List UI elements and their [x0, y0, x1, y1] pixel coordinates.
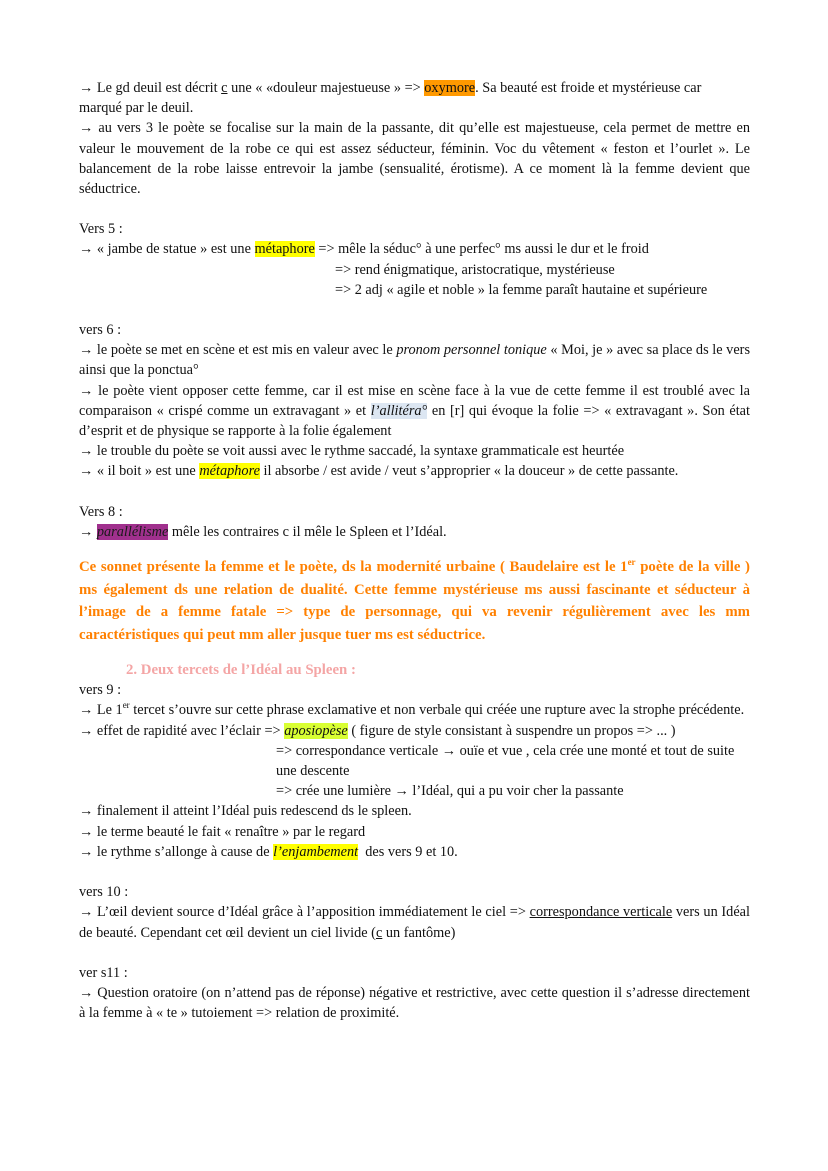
highlight-parallelisme: parallélisme — [96, 523, 169, 540]
underlined-abbrev: c — [375, 924, 383, 941]
text-run: → le rythme s’allonge à cause de — [79, 843, 274, 860]
text-run: « Moi, je » avec sa place ds le vers ainsi que la ponctua° — [79, 342, 751, 379]
text-run: un fantôme) — [382, 924, 456, 941]
text-run: → L’œil devient source d’Idéal grâce à l’apposition immédiatement le ciel => — [79, 904, 530, 921]
section-title: 2. Deux tercets de l’Idéal au Spleen : — [126, 662, 356, 679]
vers5-line3: => 2 adj « agile et noble » la femme paraît hautaine et supérieure — [335, 281, 708, 298]
text-run: tercet s’ouvre sur cette phrase exclamative et non verbale qui créée une rupture avec la strophe précédente. — [129, 702, 745, 719]
text-run: mêle les contraires c il mêle le Spleen et l’Idéal. — [168, 523, 447, 540]
highlight-enjambement: l’enjambement — [273, 843, 359, 860]
highlight-alliteration: l’allitéra° — [370, 402, 428, 419]
vers8-line — [79, 522, 750, 542]
text-run: une « «douleur majestueuse » => — [227, 80, 425, 96]
vers6-point-rythme: → le trouble du poète se voit aussi avec le rythme saccadé, la syntaxe grammaticale est heurtée — [79, 443, 625, 460]
vers10-paragraph — [79, 902, 750, 942]
vers9-point-eclair — [79, 721, 750, 741]
heading-vers8: Vers 8 : — [79, 503, 123, 520]
vers6-point-pronom — [79, 340, 750, 380]
highlight-metaphore: métaphore — [199, 463, 260, 480]
text-run: => correspondance verticale → ouïe et vue , cela crée une monté et tout de suite une descente — [276, 742, 735, 780]
vers9-point-ideal: → finalement il atteint l’Idéal puis redescend ds le spleen. — [79, 803, 412, 820]
heading-vers5: Vers 5 : — [79, 221, 123, 238]
heading-vers10: vers 10 : — [79, 884, 129, 901]
paragraph-deuil-line2: marqué par le deuil. — [79, 100, 194, 117]
underlined-correspondance: correspondance verticale — [529, 904, 673, 921]
text-run: vers un Idéal de beauté. Cependant cet œil devient un ciel livide ( — [79, 904, 750, 941]
vers5-line1 — [79, 239, 750, 259]
vers9-lumiere: => crée une lumière → l’Idéal, qui a pu voir cher la passante — [276, 783, 624, 800]
paragraph-deuil — [79, 78, 750, 98]
vers9-point-tercet — [79, 700, 750, 720]
text-run: → Le 1 — [79, 702, 123, 719]
vers9-correspondance — [79, 741, 750, 781]
heading-vers9: vers 9 : — [79, 682, 122, 699]
underlined-abbrev: c — [221, 80, 228, 96]
text-run: → le poète vient opposer cette femme, car il est mise en scène face à la vue de cette femme il est troublé avec la comparaison « crispé comme un extravagant » et — [79, 382, 750, 419]
text-run: en [r] qui évoque la folie => « extravagant ». Son état d’esprit et de physique se rapporte à la folie également — [79, 402, 750, 440]
text-run: ( figure de style consistant à suspendre un propos => ... ) — [347, 722, 676, 739]
text-run: . Sa beauté est froide et mystérieuse car — [475, 80, 702, 96]
highlight-aposiopese: aposiopèse — [284, 722, 348, 739]
text-run: → « jambe de statue » est une — [79, 241, 255, 258]
text-run: Ce sonnet présente la femme et le poète, ds la modernité urbaine ( Baudelaire est le 1 — [79, 559, 628, 576]
text-run: => mêle la séduc° à une perfec° ms aussi le dur et le froid — [314, 241, 649, 258]
text-run: poète de la ville ) ms également ds une relation de dualité. Cette femme mystérieuse ms aussi fascinante et séducteur à l’image de a femme fatale => type de personnage, qui va revenir régulièrement avec les mm caractéristiques qui peut mm aller jusque tuer ms est séductrice. — [79, 559, 750, 643]
text-run: → le poète se met en scène et est mis en valeur avec le — [79, 342, 397, 359]
vers6-point-metaphore — [79, 461, 750, 481]
heading-vers11: ver s11 : — [79, 964, 128, 981]
vers9-point-rythme — [79, 842, 750, 862]
conclusion-paragraph — [79, 556, 750, 646]
text-run: des vers 9 et 10. — [358, 843, 458, 860]
highlight-metaphore: métaphore — [254, 241, 315, 258]
highlight-oxymore: oxymore — [424, 80, 476, 96]
vers9-point-beaute: → le terme beauté le fait « renaître » par le regard — [79, 823, 366, 840]
text-run: → effet de rapidité avec l’éclair => — [79, 722, 285, 739]
superscript: er — [627, 557, 636, 568]
text-run: → — [79, 523, 97, 540]
vers11-paragraph: → Question oratoire (on n’attend pas de réponse) négative et restrictive, avec cette question il s’adresse directement à la femme à « te » tutoiement => relation de proximité. — [79, 984, 750, 1022]
text-run: → « il boit » est une — [79, 463, 200, 480]
heading-vers6: vers 6 : — [79, 322, 122, 339]
vers6-point-trouble — [79, 381, 750, 442]
text-run: il absorbe / est avide / veut s’approprier « la douceur » de cette passante. — [259, 463, 679, 480]
paragraph-vers3: → au vers 3 le poète se focalise sur la main de la passante, dit qu’elle est majestueuse, cela permet de mettre en valeur le mouvement de la robe ce qui est assez séducteur, féminin. Voc du vêtement « feston et l’ourlet ». Le balancement de la robe laisse entrevoir la jambe (sensualité, érotisme). A ce moment là la femme devient que séductrice. — [79, 120, 750, 198]
superscript: er — [122, 700, 130, 711]
vers5-line2: => rend énigmatique, aristocratique, mystérieuse — [335, 261, 615, 278]
text-run: → Le gd deuil est décrit — [79, 80, 222, 96]
italic-pronom: pronom personnel tonique — [396, 342, 547, 359]
document-page — [79, 78, 750, 1023]
